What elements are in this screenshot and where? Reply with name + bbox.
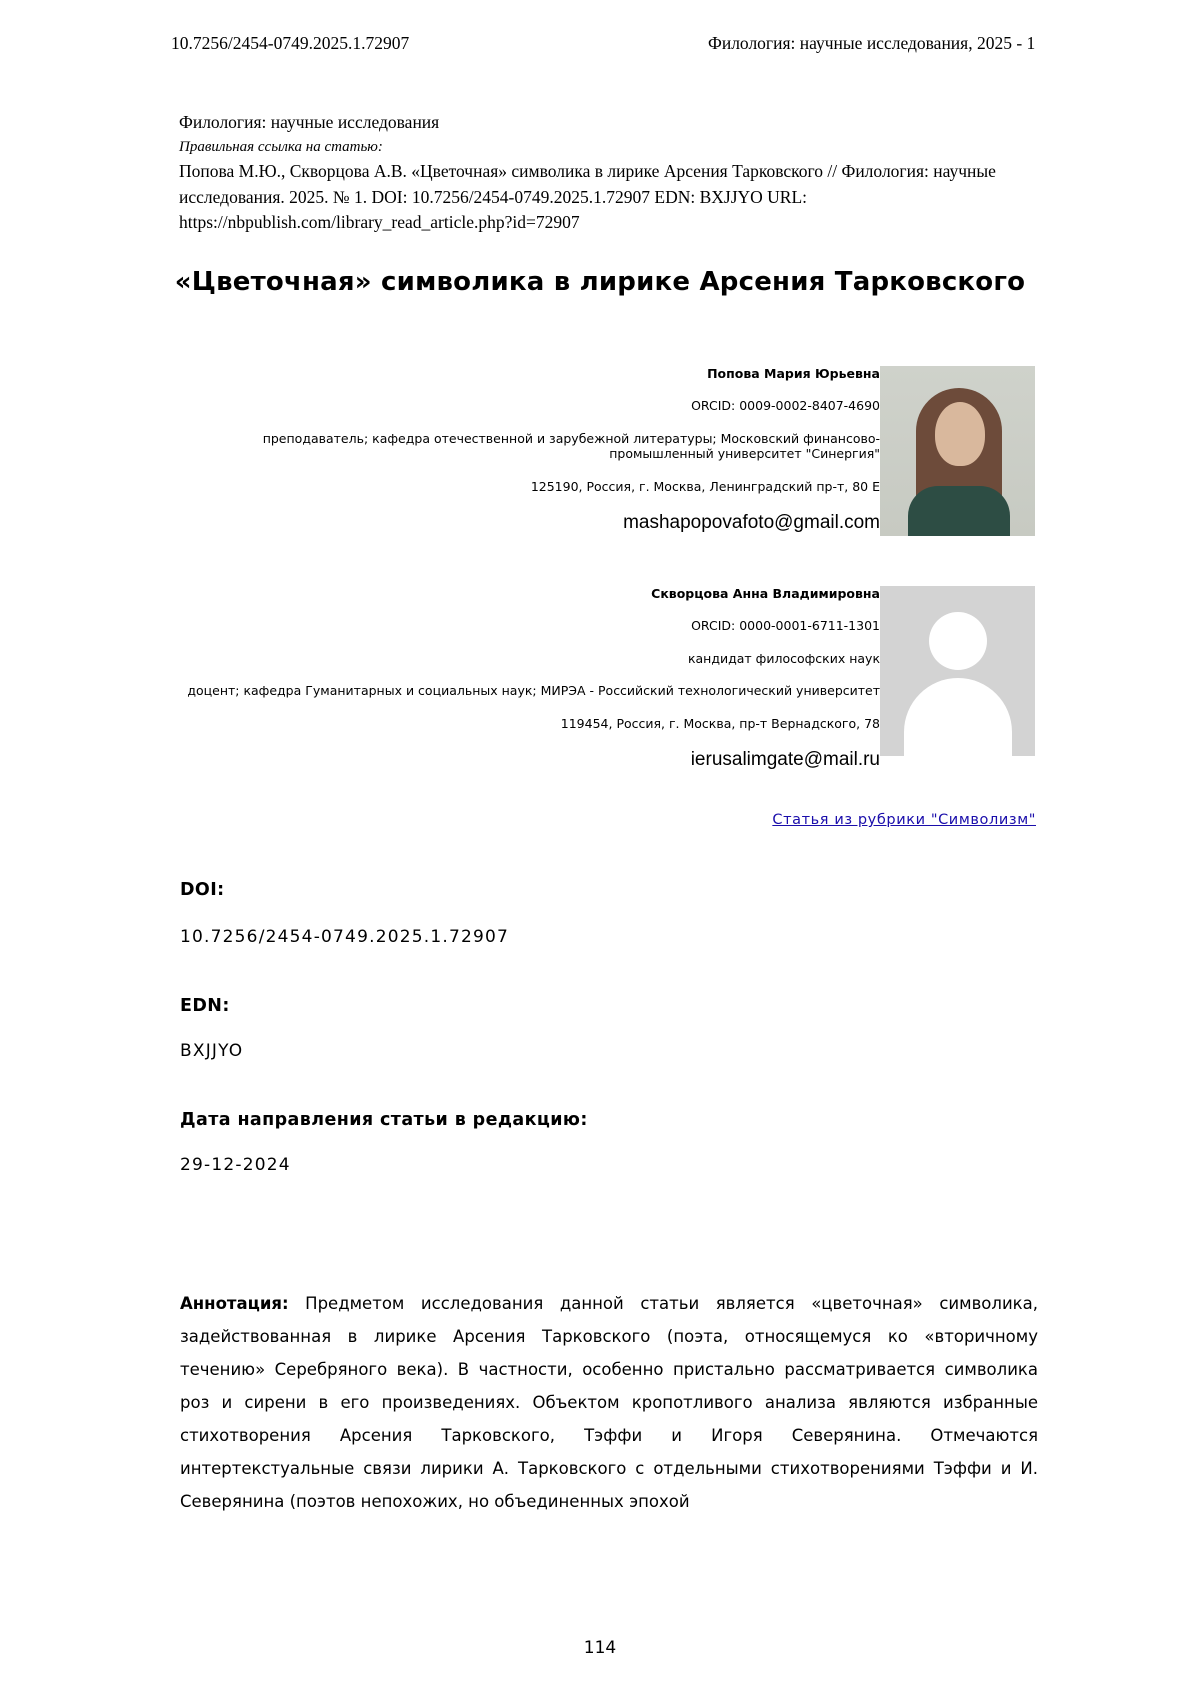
citation-label: Правильная ссылка на статью: xyxy=(179,138,383,155)
edn-label: EDN: xyxy=(180,996,230,1016)
citation-block xyxy=(179,110,1029,235)
avatar-head-shape xyxy=(929,612,987,670)
page-title: «Цветочная» символика в лирике Арсения Тарковского xyxy=(174,267,1026,297)
rubric-link[interactable]: Статья из рубрики "Символизм" xyxy=(772,812,1036,828)
submission-date-label: Дата направления статьи в редакцию: xyxy=(180,1110,588,1130)
doi-value: 10.7256/2454-0749.2025.1.72907 xyxy=(180,927,510,947)
edn-value: BXJJYO xyxy=(180,1041,244,1061)
citation-text: Попова М.Ю., Скворцова А.В. «Цветочная» символика в лирике Арсения Тарковского // Филология: научные исследования. 2025. № 1. DOI: 10.7256/2454-0749.2025.1.72907 EDN: BXJJYO URL: https://nbpublish.com/library_read_article.php?id=72907 xyxy=(179,161,996,232)
author-2-email[interactable]: ierusalimgate@mail.ru xyxy=(690,748,880,770)
author-1-orcid: ORCID: 0009-0002-8407-4690 xyxy=(691,398,880,413)
author-2-orcid: ORCID: 0000-0001-6711-1301 xyxy=(691,618,880,633)
running-head-doi: 10.7256/2454-0749.2025.1.72907 xyxy=(171,33,410,53)
avatar-body-shape xyxy=(904,678,1012,756)
author-2-photo-placeholder xyxy=(880,586,1035,756)
submission-date-value: 29-12-2024 xyxy=(180,1155,291,1175)
citation-journal-name: Филология: научные исследования xyxy=(179,112,440,132)
author-2-position: доцент; кафедра Гуманитарных и социальных наук; МИРЭА - Российский технологический университет xyxy=(187,683,880,699)
author-2-name: Скворцова Анна Владимировна xyxy=(651,586,880,601)
running-head-journal: Филология: научные исследования, 2025 - 1 xyxy=(708,33,1036,53)
author-1-email[interactable]: mashapopovafoto@gmail.com xyxy=(623,511,880,533)
author-block-2 xyxy=(180,586,1040,771)
doi-label: DOI: xyxy=(180,880,225,900)
author-2-text xyxy=(180,586,880,771)
abstract-label: Аннотация: xyxy=(180,1294,289,1313)
author-1-position: преподаватель; кафедра отечественной и зарубежной литературы; Московский финансово-промышленный университет "Синергия" xyxy=(262,430,880,462)
abstract xyxy=(180,1287,1038,1518)
author-1-photo xyxy=(880,366,1035,536)
portrait-face-shape xyxy=(935,402,985,466)
running-head xyxy=(0,33,1200,57)
author-1-address: 125190, Россия, г. Москва, Ленинградский пр-т, 80 Е xyxy=(530,478,880,494)
author-1-text xyxy=(180,366,880,534)
author-1-name: Попова Мария Юрьевна xyxy=(707,366,880,381)
abstract-text: Предметом исследования данной статьи является «цветочная» символика, задействованная в лирике Арсения Тарковского (поэта, относящемуся ко «вторичному течению» Серебряного века). В частности, особенно пристально рассматривается символика роз и сирени в его произведениях. Объектом кропотливого анализа являются избранные стихотворения Арсения Тарковского, Тэффи и Игоря Северянина. Отмечаются интертекстуальные связи лирики А. Тарковского с отдельными стихотворениями Тэффи и И. Северянина (поэтов непохожих, но объединенных эпохой xyxy=(180,1294,1038,1511)
portrait-body-shape xyxy=(908,486,1010,536)
author-2-address: 119454, Россия, г. Москва, пр-т Вернадского, 78 xyxy=(560,715,880,731)
page-number: 114 xyxy=(583,1638,617,1658)
author-block-1 xyxy=(180,366,1040,534)
author-2-degree: кандидат философских наук xyxy=(687,650,880,666)
